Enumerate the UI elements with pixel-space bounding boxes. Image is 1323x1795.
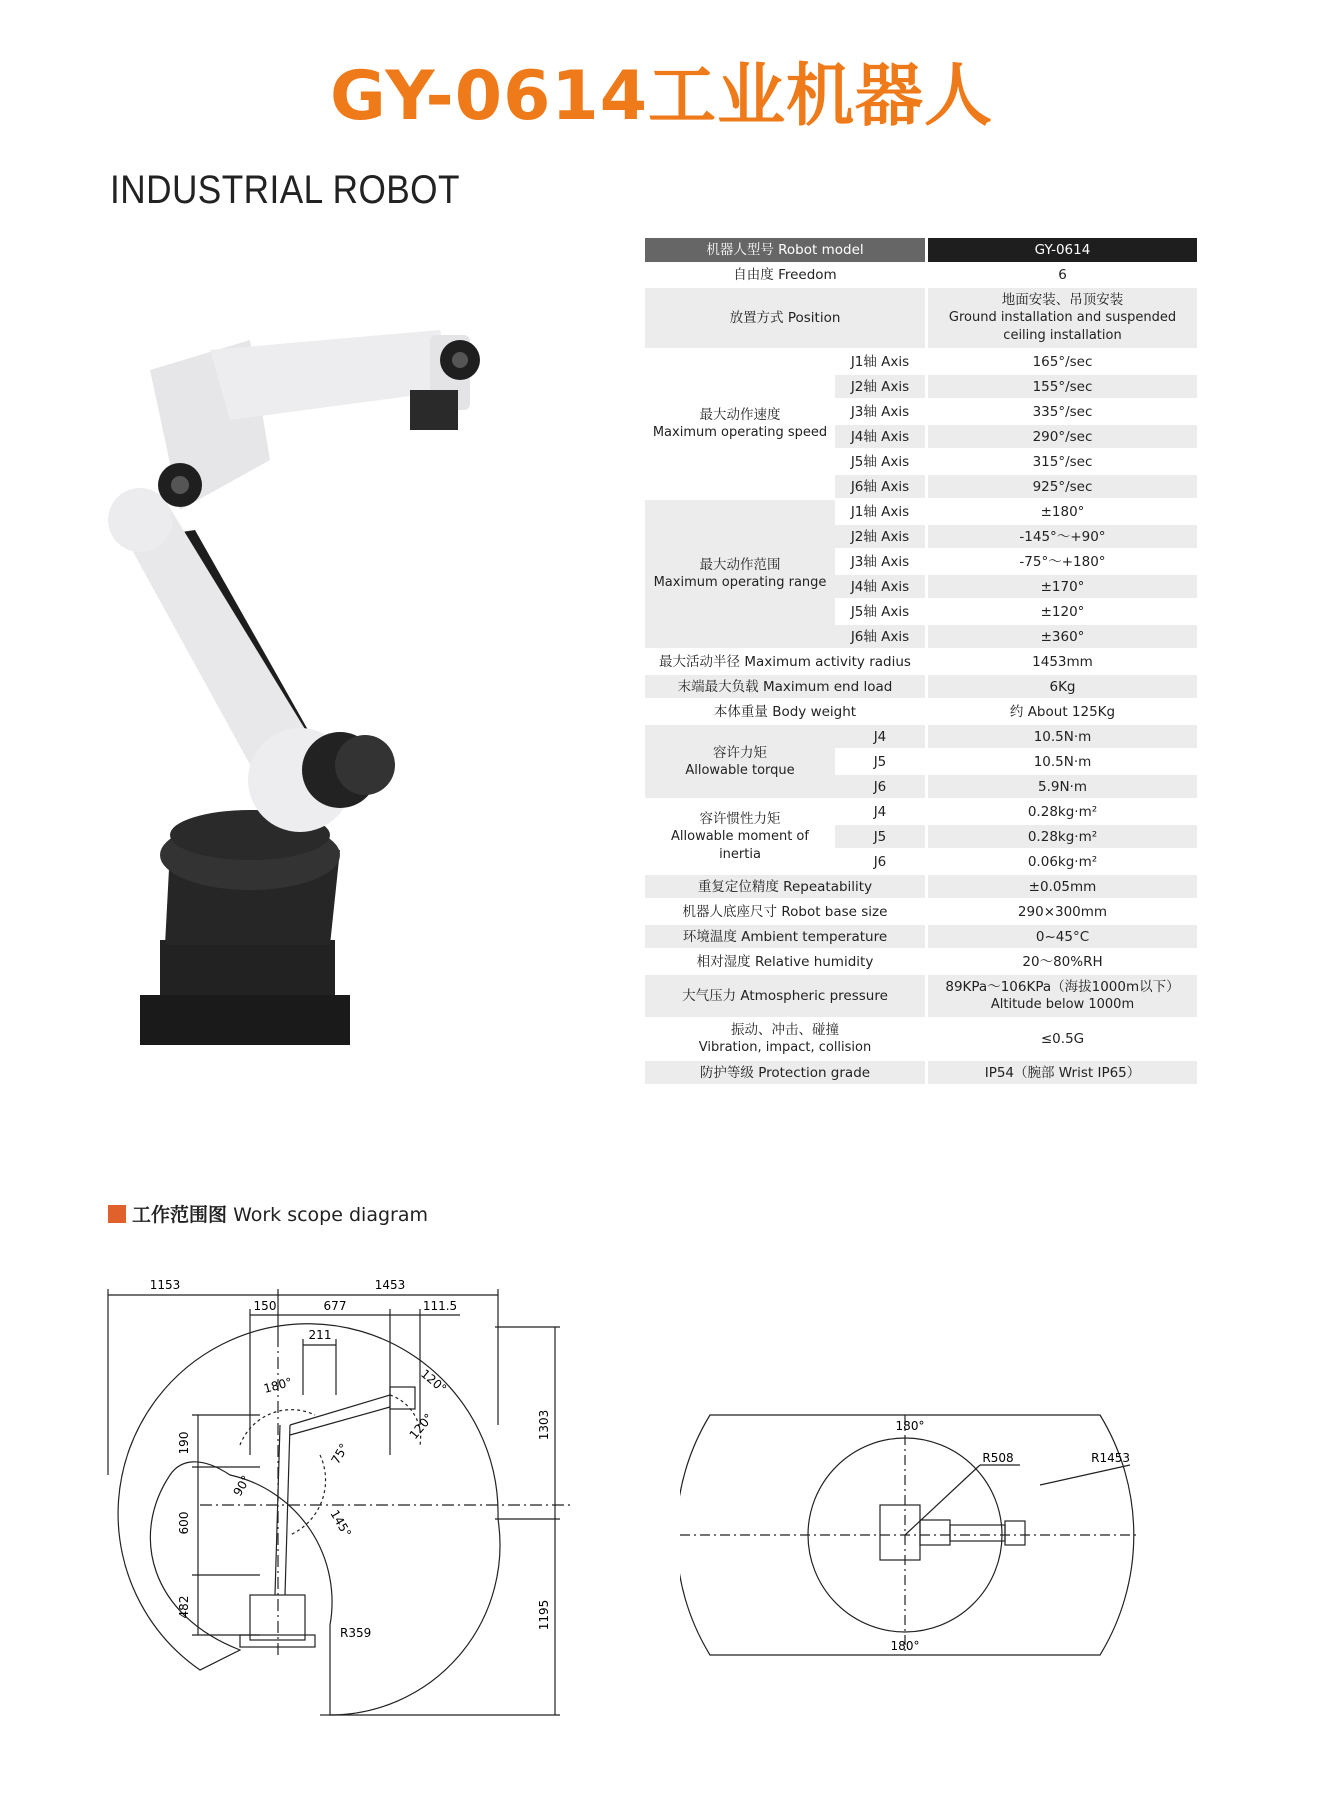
axis-value: -75°～+180° xyxy=(925,550,1197,575)
axis-value: ±170° xyxy=(925,575,1197,600)
dim-1453: 1453 xyxy=(374,1278,406,1292)
pressure-value-2: Altitude below 1000m xyxy=(990,997,1135,1012)
axis-value: 0.28kg·m² xyxy=(925,800,1197,825)
axis-label: J3轴 Axis xyxy=(835,550,925,575)
spec-table xyxy=(645,238,1197,1086)
torque-label xyxy=(645,725,835,800)
range-label xyxy=(645,500,835,650)
speed-label-en: Maximum operating speed xyxy=(652,425,828,440)
angle-180: 180° xyxy=(262,1374,294,1396)
table-row xyxy=(645,700,1197,725)
inertia-label xyxy=(645,800,835,875)
table-row xyxy=(645,264,1197,288)
axis-value: ±120° xyxy=(925,600,1197,625)
table-row xyxy=(645,238,1197,264)
torque-label-en: Allowable torque xyxy=(685,762,795,778)
axis-value: 335°/sec xyxy=(925,400,1197,425)
table-row xyxy=(645,500,1197,525)
axis-label: J4轴 Axis xyxy=(835,575,925,600)
load-label: 末端最大负载 Maximum end load xyxy=(645,675,925,700)
dim-482: 482 xyxy=(177,1595,191,1619)
axis-value: 925°/sec xyxy=(925,475,1197,500)
angle-75: 75° xyxy=(328,1441,352,1467)
axis-label: J3轴 Axis xyxy=(835,400,925,425)
radius-label: 最大活动半径 Maximum activity radius xyxy=(645,650,925,675)
axis-label: J4 xyxy=(835,725,925,750)
section-marker-icon xyxy=(108,1205,126,1223)
repeat-label: 重复定位精度 Repeatability xyxy=(645,875,925,900)
axis-value: 290°/sec xyxy=(925,425,1197,450)
table-row xyxy=(645,800,1197,825)
axis-value: 0.06kg·m² xyxy=(925,850,1197,875)
dim-111-5: 111.5 xyxy=(422,1299,458,1313)
range-label-cn: 最大动作范围 xyxy=(699,557,781,573)
work-scope-side-view xyxy=(90,1275,570,1735)
table-row xyxy=(645,900,1197,925)
axis-value: 315°/sec xyxy=(925,450,1197,475)
top-view-180-top: 180° xyxy=(895,1419,925,1433)
angle-120-top: 120° xyxy=(418,1366,450,1396)
axis-value: 10.5N·m xyxy=(925,725,1197,750)
page-title: GY-0614工业机器人 xyxy=(329,57,994,136)
angle-90: 90° xyxy=(230,1473,254,1499)
position-label: 放置方式 Position xyxy=(645,288,925,350)
axis-label: J2轴 Axis xyxy=(835,525,925,550)
pressure-value-1: 89KPa～106KPa（海拔1000m以下） xyxy=(945,979,1180,995)
axis-value: 10.5N·m xyxy=(925,750,1197,775)
dim-190: 190 xyxy=(177,1431,191,1455)
axis-label: J4 xyxy=(835,800,925,825)
freedom-label: 自由度 Freedom xyxy=(645,264,925,288)
work-scope-top-view xyxy=(680,1405,1140,1665)
axis-label: J5轴 Axis xyxy=(835,600,925,625)
pressure-label: 大气压力 Atmospheric pressure xyxy=(645,975,925,1019)
axis-label: J6轴 Axis xyxy=(835,625,925,650)
table-row xyxy=(645,675,1197,700)
table-row xyxy=(645,1061,1197,1086)
repeat-value: ±0.05mm xyxy=(925,875,1197,900)
table-row xyxy=(645,350,1197,375)
freedom-value: 6 xyxy=(925,264,1197,288)
dim-211: 211 xyxy=(308,1328,332,1342)
weight-value: 约 About 125Kg xyxy=(925,700,1197,725)
top-view-180-bottom: 180° xyxy=(890,1639,920,1653)
axis-value: ±180° xyxy=(925,500,1197,525)
axis-label: J1轴 Axis xyxy=(835,500,925,525)
protect-value: IP54（腕部 Wrist IP65） xyxy=(925,1061,1197,1086)
axis-label: J6轴 Axis xyxy=(835,475,925,500)
model-label: 机器人型号 Robot model xyxy=(645,238,925,264)
torque-label-cn: 容许力矩 xyxy=(713,744,767,761)
angle-120-bottom: 120° xyxy=(406,1410,436,1442)
dim-1303: 1303 xyxy=(537,1409,551,1441)
model-value: GY-0614 xyxy=(925,238,1197,264)
table-row xyxy=(645,725,1197,750)
pressure-value xyxy=(925,975,1197,1019)
position-value xyxy=(925,288,1197,350)
table-row xyxy=(645,650,1197,675)
axis-label: J6 xyxy=(835,850,925,875)
axis-value: 5.9N·m xyxy=(925,775,1197,800)
humid-value: 20～80%RH xyxy=(925,950,1197,975)
axis-label: J2轴 Axis xyxy=(835,375,925,400)
inertia-label-cn: 容许惯性力矩 xyxy=(699,810,781,827)
weight-label: 本体重量 Body weight xyxy=(645,700,925,725)
robot-illustration xyxy=(100,330,560,1110)
temp-label: 环境温度 Ambient temperature xyxy=(645,925,925,950)
section-title-cn: 工作范围图 xyxy=(132,1204,228,1226)
radius-359: R359 xyxy=(340,1626,372,1640)
axis-label: J6 xyxy=(835,775,925,800)
dim-600: 600 xyxy=(177,1511,191,1535)
vib-label-cn: 振动、冲击、碰撞 xyxy=(731,1022,839,1038)
axis-value: 155°/sec xyxy=(925,375,1197,400)
temp-value: 0~45°C xyxy=(925,925,1197,950)
speed-label-cn: 最大动作速度 xyxy=(699,407,781,423)
dim-1195: 1195 xyxy=(537,1599,551,1631)
axis-label: J5 xyxy=(835,825,925,850)
page-subtitle: INDUSTRIAL ROBOT xyxy=(110,168,460,212)
humid-label: 相对湿度 Relative humidity xyxy=(645,950,925,975)
position-value-en1: Ground installation and suspended xyxy=(948,310,1177,325)
axis-value: ±360° xyxy=(925,625,1197,650)
table-row xyxy=(645,925,1197,950)
position-value-en2: ceiling installation xyxy=(1003,328,1122,343)
axis-label: J5轴 Axis xyxy=(835,450,925,475)
axis-label: J5 xyxy=(835,750,925,775)
axis-label: J1轴 Axis xyxy=(835,350,925,375)
protect-label: 防护等级 Protection grade xyxy=(645,1061,925,1086)
range-label-en: Maximum operating range xyxy=(653,575,827,590)
section-title-en: Work scope diagram xyxy=(233,1204,428,1226)
table-row xyxy=(645,1019,1197,1061)
vib-label xyxy=(645,1019,925,1061)
position-value-cn: 地面安装、吊顶安装 xyxy=(1001,292,1124,308)
axis-label: J4轴 Axis xyxy=(835,425,925,450)
inertia-label-en: Allowable moment of inertia xyxy=(671,828,809,862)
load-value: 6Kg xyxy=(925,675,1197,700)
axis-value: -145°～+90° xyxy=(925,525,1197,550)
table-row xyxy=(645,288,1197,350)
speed-label xyxy=(645,350,835,500)
base-value: 290×300mm xyxy=(925,900,1197,925)
angle-145: 145° xyxy=(327,1507,354,1540)
dim-677: 677 xyxy=(323,1299,347,1313)
vib-value: ≤0.5G xyxy=(925,1019,1197,1061)
axis-value: 0.28kg·m² xyxy=(925,825,1197,850)
dim-1153: 1153 xyxy=(149,1278,181,1292)
base-label: 机器人底座尺寸 Robot base size xyxy=(645,900,925,925)
table-row xyxy=(645,950,1197,975)
table-row xyxy=(645,975,1197,1019)
section-header xyxy=(108,1200,428,1227)
radius-value: 1453mm xyxy=(925,650,1197,675)
vib-label-en: Vibration, impact, collision xyxy=(698,1040,872,1055)
radius-1453: R1453 xyxy=(1091,1451,1130,1465)
radius-508: R508 xyxy=(982,1451,1014,1465)
table-row xyxy=(645,875,1197,900)
dim-150: 150 xyxy=(253,1299,277,1313)
axis-value: 165°/sec xyxy=(925,350,1197,375)
